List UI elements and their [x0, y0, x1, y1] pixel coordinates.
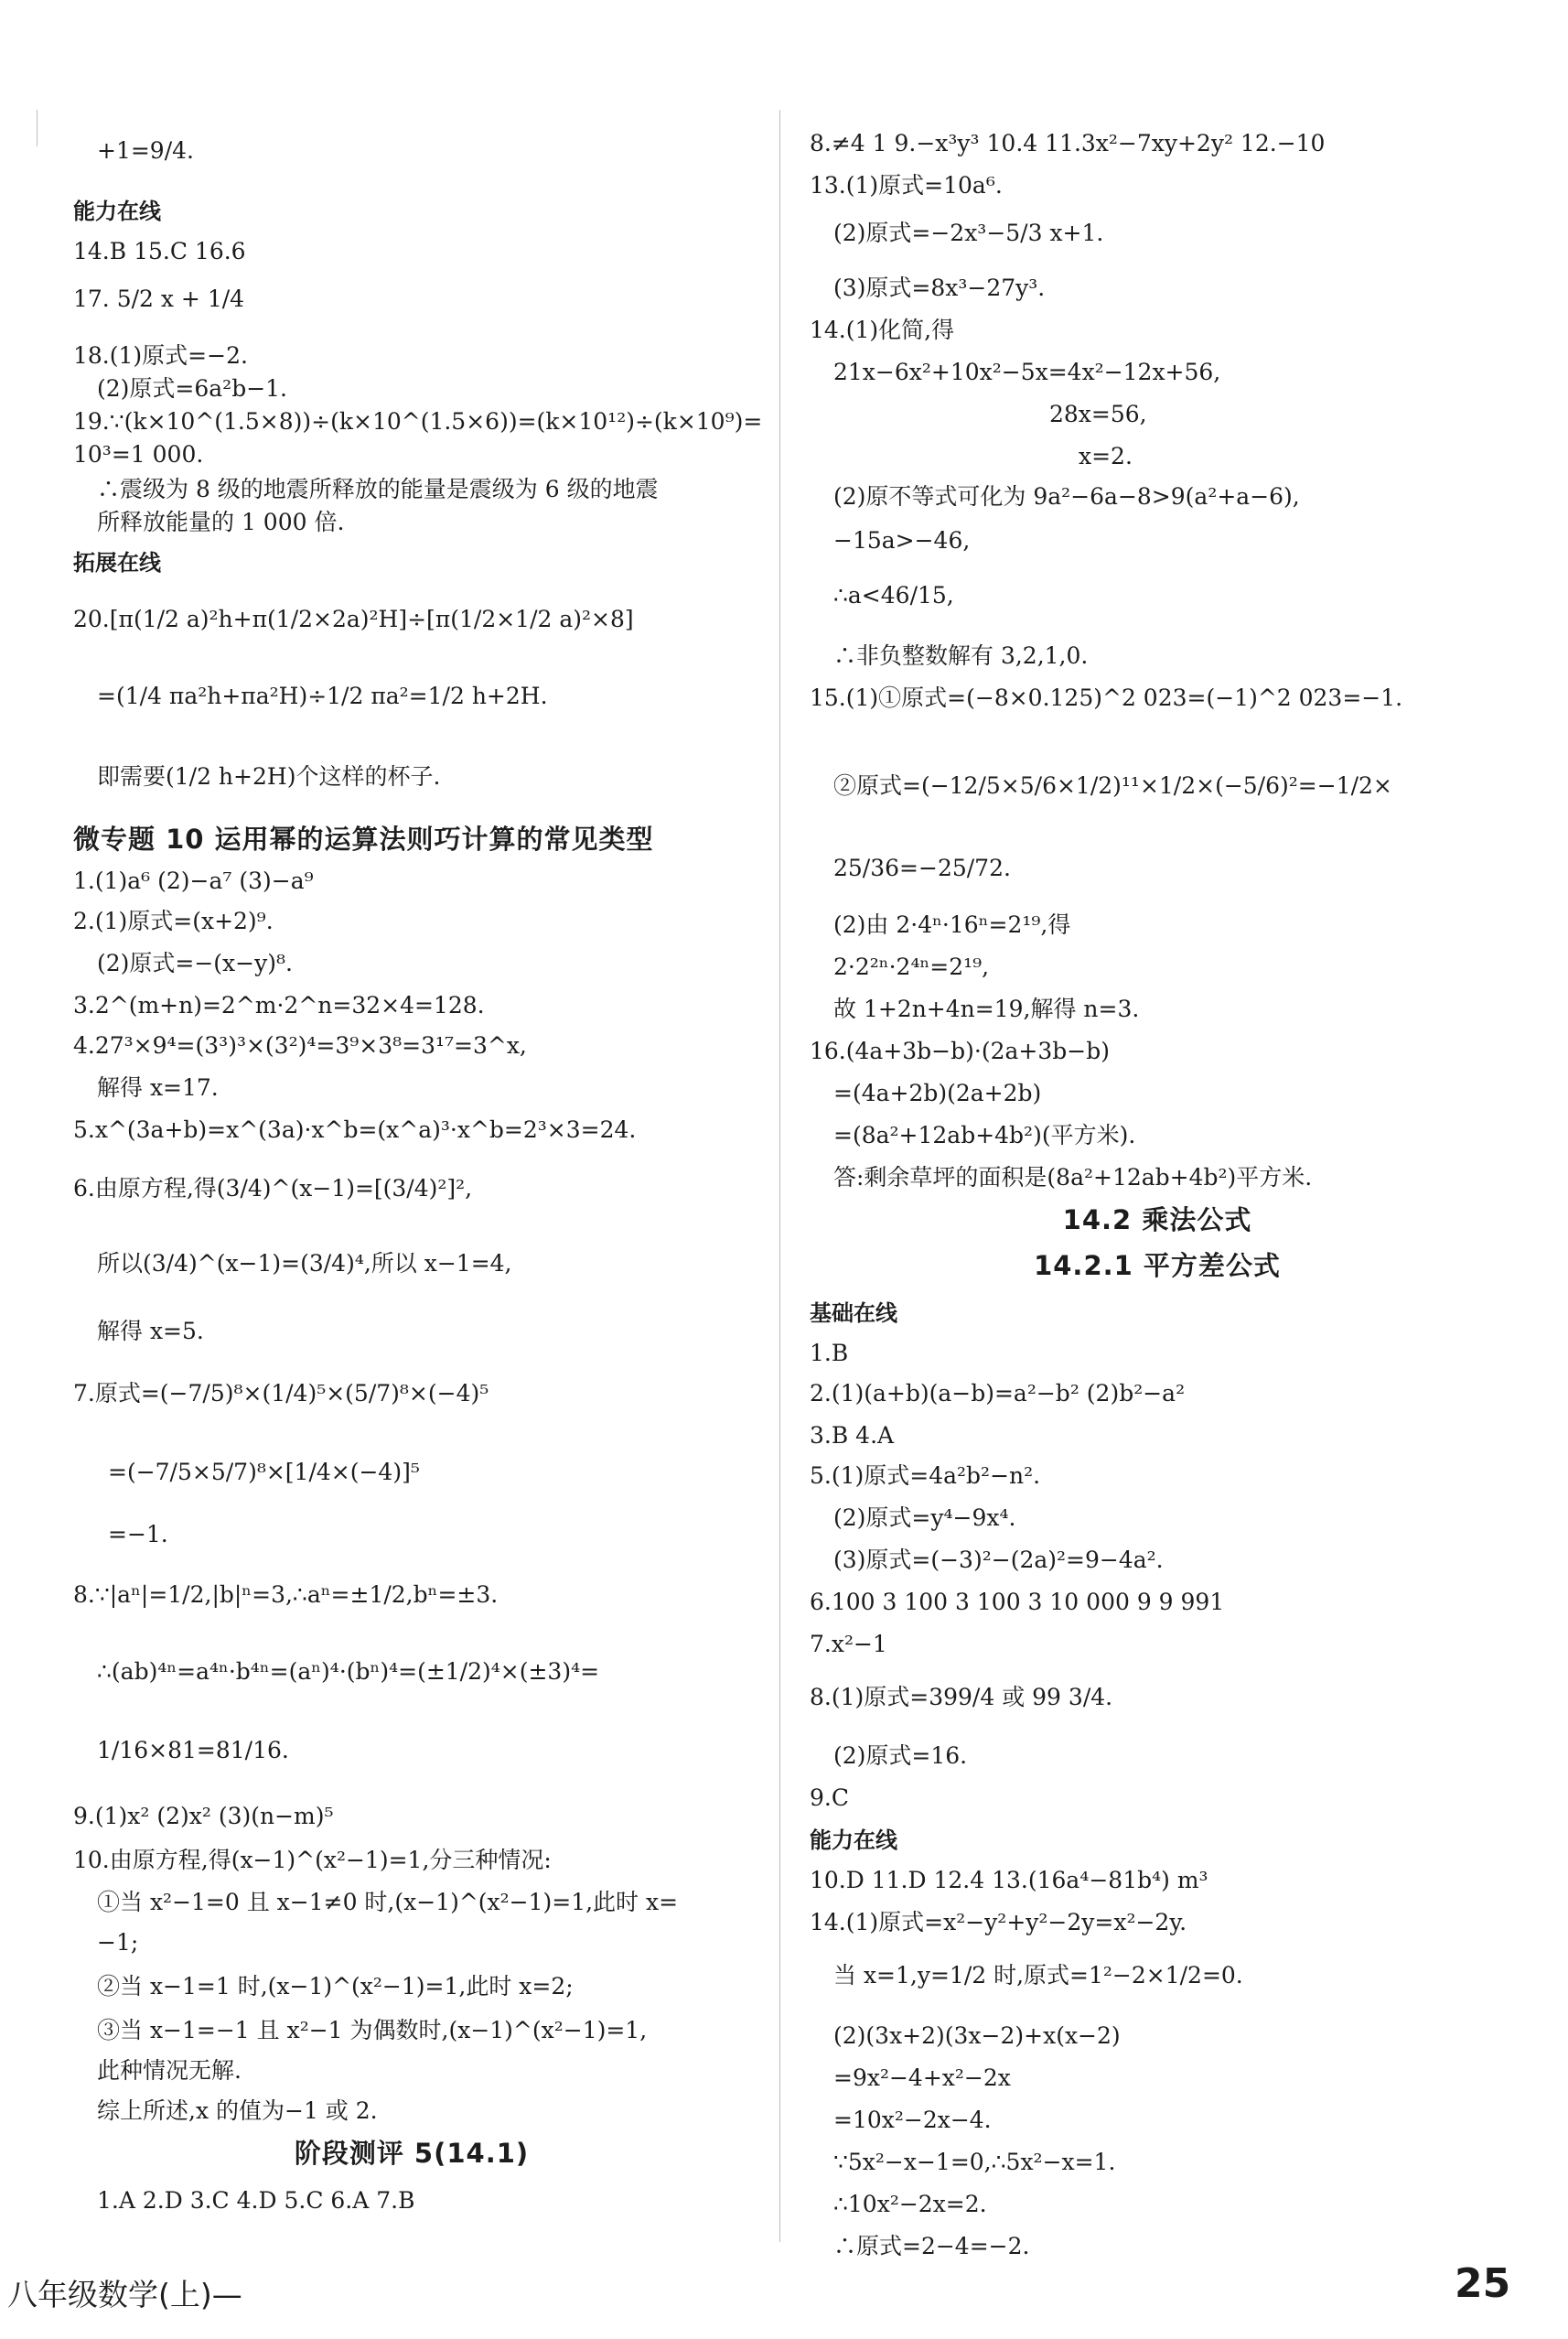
left-line-2: 14.B 15.C 16.6	[73, 238, 246, 264]
right-line-25: 1.B	[810, 1340, 849, 1366]
left-line-22: 6.由原方程,得(3/4)^(x−1)=[(3/4)²]²,	[73, 1175, 473, 1202]
left-line-24: 解得 x=5.	[97, 1318, 204, 1344]
right-line-2: (2)原式=−2x³−5/3 x+1.	[833, 220, 1104, 246]
right-line-24: 基础在线	[810, 1300, 897, 1326]
right-line-32: 7.x²−1	[810, 1631, 887, 1657]
right-line-34: (2)原式=16.	[833, 1742, 968, 1769]
right-line-5: 21x−6x²+10x²−5x=4x²−12x+56,	[833, 359, 1221, 385]
right-line-10: ∴a<46/15,	[833, 582, 954, 609]
left-line-26: =(−7/5×5/7)⁸×[1/4×(−4)]⁵	[108, 1459, 420, 1485]
left-line-11: 20.[π(1/2 a)²h+π(1/2×2a)²H]÷[π(1/2×1/2 a)²×8]	[73, 606, 634, 632]
right-line-37: 10.D 11.D 12.4 13.(16a⁴−81b⁴) m³	[810, 1867, 1208, 1893]
right-line-11: ∴非负整数解有 3,2,1,0.	[833, 642, 1089, 669]
right-line-31: 6.100 3 100 3 100 3 10 000 9 9 991	[810, 1589, 1225, 1615]
left-line-16: 2.(1)原式=(x+2)⁹.	[73, 908, 274, 934]
right-line-6: 28x=56,	[1049, 401, 1147, 427]
right-line-12: 15.(1)①原式=(−8×0.125)^2 023=(−1)^2 023=−1.	[810, 684, 1403, 711]
right-line-35: 9.C	[810, 1784, 849, 1811]
left-line-29: ∴(ab)⁴ⁿ=a⁴ⁿ·b⁴ⁿ=(aⁿ)⁴·(bⁿ)⁴=(±1/2)⁴×(±3)⁴=	[97, 1658, 600, 1685]
right-line-22: 14.2 乘法公式	[1062, 1204, 1252, 1235]
left-line-18: 3.2^(m+n)=2^m·2^n=32×4=128.	[73, 992, 485, 1019]
left-line-34: −1;	[97, 1929, 139, 1956]
right-line-19: =(4a+2b)(2a+2b)	[833, 1080, 1042, 1106]
left-line-14: 微专题 10 运用幂的运算法则巧计算的常见类型	[73, 824, 654, 855]
top-left-rule	[37, 110, 38, 146]
left-line-38: 综上所述,x 的值为−1 或 2.	[97, 2097, 378, 2124]
left-line-40: 1.A 2.D 3.C 4.D 5.C 6.A 7.B	[97, 2187, 415, 2214]
left-line-32: 10.由原方程,得(x−1)^(x²−1)=1,分三种情况:	[73, 1847, 552, 1873]
left-line-27: =−1.	[108, 1521, 168, 1547]
page-number: 25	[1455, 2260, 1511, 2307]
left-line-28: 8.∵|aⁿ|=1/2,|b|ⁿ=3,∴aⁿ=±1/2,bⁿ=±3.	[73, 1581, 499, 1608]
right-line-14: 25/36=−25/72.	[833, 855, 1011, 881]
right-line-17: 故 1+2n+4n=19,解得 n=3.	[833, 996, 1140, 1022]
right-line-13: ②原式=(−12/5×5/6×1/2)¹¹×1/2×(−5/6)²=−1/2×	[833, 772, 1392, 799]
right-line-45: ∴原式=2−4=−2.	[833, 2233, 1030, 2259]
right-line-15: (2)由 2·4ⁿ·16ⁿ=2¹⁹,得	[833, 911, 1071, 938]
right-line-4: 14.(1)化简,得	[810, 317, 955, 343]
left-line-19: 4.27³×9⁴=(3³)³×(3²)⁴=3⁹×3⁸=3¹⁷=3^x,	[73, 1032, 527, 1059]
right-line-21: 答:剩余草坪的面积是(8a²+12ab+4b²)平方米.	[833, 1164, 1313, 1191]
left-line-1: 能力在线	[73, 199, 161, 224]
left-line-31: 9.(1)x² (2)x² (3)(n−m)⁵	[73, 1803, 334, 1829]
right-line-23: 14.2.1 平方差公式	[1034, 1250, 1281, 1281]
left-line-8: ∴震级为 8 级的地震所释放的能量是震级为 6 级的地震	[97, 476, 659, 502]
right-line-3: (3)原式=8x³−27y³.	[833, 275, 1046, 301]
left-line-15: 1.(1)a⁶ (2)−a⁷ (3)−a⁹	[73, 868, 314, 894]
left-line-21: 5.x^(3a+b)=x^(3a)·x^b=(x^a)³·x^b=2³×3=24.	[73, 1116, 637, 1143]
right-line-30: (3)原式=(−3)²−(2a)²=9−4a².	[833, 1547, 1164, 1573]
left-line-0: +1=9/4.	[97, 137, 194, 164]
right-line-28: 5.(1)原式=4a²b²−n².	[810, 1462, 1041, 1489]
column-divider	[779, 110, 780, 2242]
left-line-30: 1/16×81=81/16.	[97, 1737, 289, 1763]
right-line-42: =10x²−2x−4.	[833, 2107, 992, 2133]
right-line-43: ∵5x²−x−1=0,∴5x²−x=1.	[833, 2149, 1116, 2175]
left-line-35: ②当 x−1=1 时,(x−1)^(x²−1)=1,此时 x=2;	[97, 1973, 574, 1999]
right-line-40: (2)(3x+2)(3x−2)+x(x−2)	[833, 2022, 1121, 2049]
left-line-20: 解得 x=17.	[97, 1074, 219, 1101]
right-line-41: =9x²−4+x²−2x	[833, 2064, 1011, 2091]
left-line-23: 所以(3/4)^(x−1)=(3/4)⁴,所以 x−1=4,	[97, 1250, 512, 1277]
left-line-25: 7.原式=(−7/5)⁸×(1/4)⁵×(5/7)⁸×(−4)⁵	[73, 1380, 489, 1407]
left-line-33: ①当 x²−1=0 且 x−1≠0 时,(x−1)^(x²−1)=1,此时 x=	[97, 1889, 679, 1915]
left-line-39: 阶段测评 5(14.1)	[294, 2138, 530, 2169]
right-line-39: 当 x=1,y=1/2 时,原式=1²−2×1/2=0.	[833, 1962, 1243, 1989]
right-line-29: (2)原式=y⁴−9x⁴.	[833, 1504, 1016, 1531]
right-line-38: 14.(1)原式=x²−y²+y²−2y=x²−2y.	[810, 1909, 1187, 1935]
left-line-13: 即需要(1/2 h+2H)个这样的杯子.	[97, 763, 441, 790]
left-line-9: 所释放能量的 1 000 倍.	[97, 509, 345, 535]
left-line-17: (2)原式=−(x−y)⁸.	[97, 950, 293, 976]
left-line-36: ③当 x−1=−1 且 x²−1 为偶数时,(x−1)^(x²−1)=1,	[97, 2017, 648, 2043]
right-line-1: 13.(1)原式=10a⁶.	[810, 172, 1003, 199]
left-line-3: 17. 5/2 x + 1/4	[73, 286, 245, 312]
right-line-8: (2)原不等式可化为 9a²−6a−8>9(a²+a−6),	[833, 483, 1300, 510]
footer-book-title: 八年级数学(上)—	[7, 2277, 242, 2312]
right-line-27: 3.B 4.A	[810, 1422, 895, 1449]
right-line-33: 8.(1)原式=399/4 或 99 3/4.	[810, 1684, 1113, 1710]
left-line-7: 10³=1 000.	[73, 441, 204, 468]
left-line-10: 拓展在线	[73, 550, 161, 576]
right-line-9: −15a>−46,	[833, 527, 971, 554]
right-line-16: 2·2²ⁿ·2⁴ⁿ=2¹⁹,	[833, 954, 990, 980]
right-line-0: 8.≠4 1 9.−x³y³ 10.4 11.3x²−7xy+2y² 12.−10	[810, 130, 1326, 156]
right-line-7: x=2.	[1079, 443, 1133, 469]
left-line-12: =(1/4 πa²h+πa²H)÷1/2 πa²=1/2 h+2H.	[97, 683, 548, 709]
right-line-20: =(8a²+12ab+4b²)(平方米).	[833, 1122, 1136, 1148]
right-line-36: 能力在线	[810, 1827, 897, 1853]
left-line-37: 此种情况无解.	[97, 2057, 242, 2084]
right-line-18: 16.(4a+3b−b)·(2a+3b−b)	[810, 1038, 1110, 1064]
right-line-44: ∴10x²−2x=2.	[833, 2191, 987, 2217]
right-line-26: 2.(1)(a+b)(a−b)=a²−b² (2)b²−a²	[810, 1380, 1186, 1407]
left-line-5: (2)原式=6a²b−1.	[97, 375, 287, 402]
left-line-4: 18.(1)原式=−2.	[73, 342, 248, 369]
left-line-6: 19.∵(k×10^(1.5×8))÷(k×10^(1.5×6))=(k×10¹²)÷(k×10⁹)=	[73, 408, 763, 435]
